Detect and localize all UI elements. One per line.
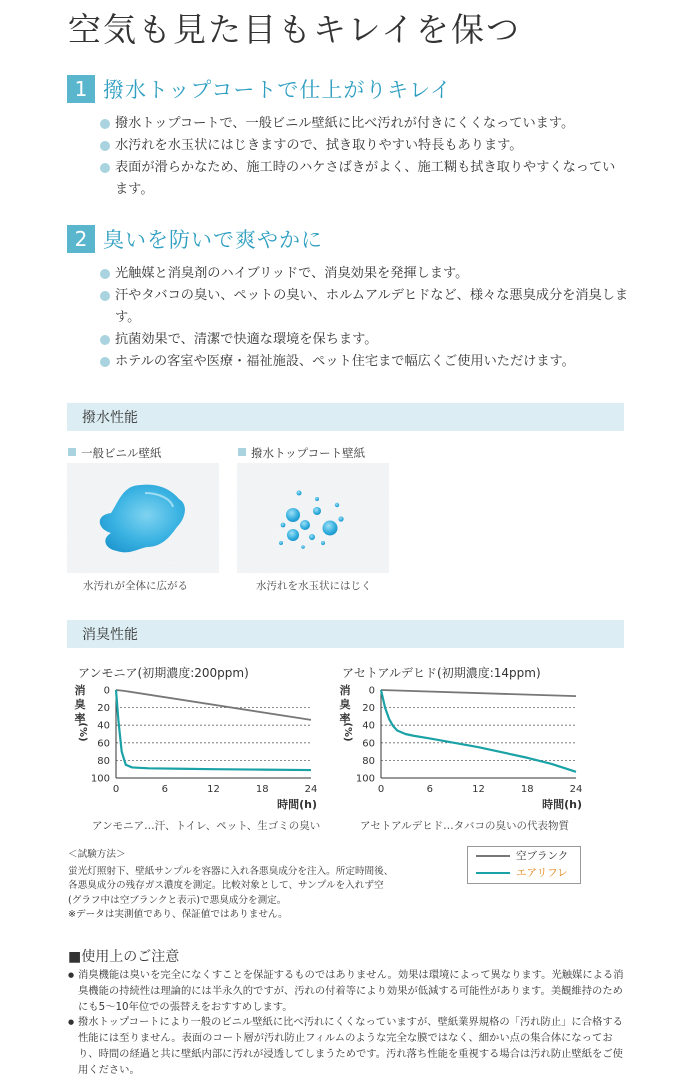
section-2-bullets — [100, 263, 660, 373]
sample-label-coated: 撥水トップコート壁紙 — [238, 445, 365, 461]
y-axis-unit: (%) — [342, 722, 353, 742]
x-axis-label: 時間(h) — [277, 798, 317, 811]
x-tick-label: 0 — [112, 784, 120, 795]
y-tick-label: 20 — [362, 703, 375, 715]
water-repellency-heading: 撥水性能 — [67, 403, 624, 431]
chart-title-ammonia: アンモニア(初期濃度:200ppm) — [78, 666, 249, 680]
y-tick-label: 80 — [97, 755, 110, 767]
y-axis-label-char: 率 — [74, 712, 86, 725]
list-item: 抗菌効果で、清潔で快適な環境を保ちます。 — [100, 329, 660, 351]
y-tick-label: 80 — [362, 755, 375, 767]
sample-label-vinyl: 一般ビニル壁紙 — [68, 445, 162, 461]
chart-title-acetaldehyde: アセトアルデヒド(初期濃度:14ppm) — [342, 666, 541, 680]
y-axis-label-char: 臭 — [74, 698, 86, 711]
section-2-number: 2 — [67, 225, 95, 253]
caption-coated: 水汚れを水玉状にはじく — [256, 580, 372, 592]
section-1-title: 撥水トップコートで仕上がりキレイ — [103, 78, 453, 102]
list-item: 汗やタバコの臭い、ペットの臭い、ホルムアルデヒドなど、様々な悪臭成分を消臭します。 — [100, 285, 650, 329]
x-axis-label: 時間(h) — [542, 798, 582, 811]
x-tick-label: 6 — [161, 784, 168, 795]
series-line-product — [116, 690, 311, 770]
section-1-heading — [67, 74, 452, 104]
caption-vinyl: 水汚れが全体に広がる — [83, 580, 188, 592]
chart-legend — [467, 846, 581, 884]
ammonia-chart — [70, 680, 320, 812]
list-item: ● 撥水トップコートにより一般のビニル壁紙に比べ汚れにくくなっていますが、壁紙業界規格の「汚れ防止」に合格する性能には至りません。表面のコート層が汚れ防止フィルムのような完全な膜ではなく、細かい点の集合体になっており、時間の経過と共に壁紙内部に汚れが浸透してしまうためです。汚れ落ち性能を重視する場合は汚れ防止壁紙をご使用ください。 — [68, 1015, 628, 1078]
y-tick-label: 20 — [97, 703, 110, 715]
series-line-blank — [381, 690, 576, 696]
caption-ammonia: アンモニア…汗、トイレ、ペット、生ゴミの臭い — [92, 820, 321, 832]
photo-coated-water-beads — [237, 463, 389, 573]
x-tick-label: 6 — [426, 784, 433, 795]
list-item: 撥水トップコートで、一般ビニル壁紙に比べ汚れが付きにくくなっています。 — [100, 113, 660, 135]
x-tick-label: 12 — [472, 784, 485, 795]
test-method — [68, 848, 393, 923]
photo-vinyl-spread-water — [67, 463, 219, 573]
usage-notes-title: ■使用上のご注意 — [68, 949, 180, 965]
acetaldehyde-chart — [335, 680, 585, 812]
y-tick-label: 40 — [97, 720, 110, 732]
test-method-line: 各悪臭成分の残存ガス濃度を測定。比較対象として、サンプルを入れず空 — [68, 880, 384, 891]
legend-item-product — [468, 864, 580, 881]
y-axis-label-char: 率 — [339, 712, 351, 725]
test-method-line: (グラフ中は空ブランクと表示)で悪臭成分を測定。 — [68, 894, 287, 906]
list-item: 光触媒と消臭剤のハイブリッドで、消臭効果を発揮します。 — [100, 263, 660, 285]
section-1-number: 1 — [67, 75, 95, 103]
test-method-line: ※データは実測値であり、保証値ではありません。 — [68, 909, 288, 920]
legend-line-blank — [476, 855, 510, 857]
legend-label-product: エアリフレ — [516, 867, 568, 879]
series-line-product — [381, 690, 576, 772]
x-tick-label: 0 — [377, 784, 385, 795]
y-tick-label: 0 — [103, 685, 110, 697]
list-item: ● 消臭機能は臭いを完全になくすことを保証するものではありません。効果は環境によって異なります。光触媒による消臭機能の持続性は理論的には半永久的ですが、汚れの付着等により効果が低減する可能性があります。美観維持のためにも5〜10年位での張替えをおすすめします。 — [68, 968, 628, 1015]
legend-item-blank — [468, 847, 580, 864]
list-item: 表面が滑らかなため、施工時のハケさばきがよく、施工糊も拭き取りやすくなっています。 — [100, 157, 627, 201]
page-title: 空気も見た目もキレイを保つ — [68, 10, 522, 49]
usage-notes — [68, 968, 628, 1079]
y-tick-label: 60 — [97, 738, 110, 750]
x-tick-label: 24 — [569, 784, 583, 795]
legend-label-blank: 空ブランク — [516, 850, 569, 862]
y-tick-label: 60 — [362, 738, 375, 750]
list-item: 水汚れを水玉状にはじきますので、拭き取りやすい特長もあります。 — [100, 135, 660, 157]
y-axis-label-char: 消 — [74, 684, 86, 697]
y-tick-label: 100 — [355, 773, 375, 785]
x-tick-label: 18 — [520, 784, 534, 795]
y-tick-label: 0 — [368, 685, 375, 697]
x-tick-label: 24 — [304, 784, 318, 795]
section-2-heading — [67, 224, 323, 254]
legend-line-product — [476, 872, 510, 874]
x-tick-label: 18 — [255, 784, 269, 795]
test-method-line: 蛍光灯照射下、壁紙サンプルを容器に入れ各悪臭成分を注入。所定時間後、 — [68, 865, 394, 877]
y-axis-label-char: 消 — [339, 684, 351, 697]
deodorization-heading: 消臭性能 — [67, 620, 624, 648]
section-2-title: 臭いを防いで爽やかに — [103, 228, 323, 252]
caption-acetaldehyde: アセトアルデヒド…タバコの臭いの代表物質 — [360, 820, 570, 832]
section-1-bullets — [100, 113, 660, 201]
list-item: ホテルの客室や医療・福祉施設、ペット住宅まで幅広くご使用いただけます。 — [100, 351, 660, 373]
y-tick-label: 40 — [362, 720, 375, 732]
x-tick-label: 12 — [207, 784, 220, 795]
series-line-blank — [116, 690, 311, 720]
y-axis-label-char: 臭 — [339, 698, 351, 711]
y-tick-label: 100 — [90, 773, 110, 785]
y-axis-unit: (%) — [77, 722, 88, 742]
test-method-title: ＜試験方法＞ — [68, 849, 126, 860]
